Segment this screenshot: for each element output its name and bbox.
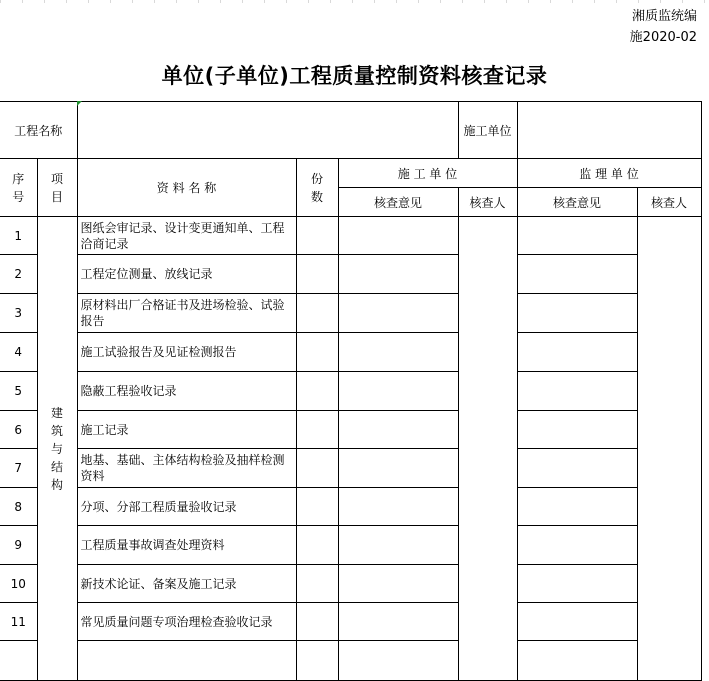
supervision-opinion-cell[interactable] [517,565,637,603]
construction-unit-header: 施 工 单 位 [338,159,517,188]
doc-name-cell: 工程定位测量、放线记录 [77,255,296,294]
copies-cell[interactable] [296,641,338,681]
construction-opinion-cell[interactable] [338,411,458,449]
construction-opinion-cell[interactable] [338,526,458,565]
table-row [0,449,701,488]
supervision-opinion-cell[interactable] [517,294,637,333]
supervision-checker-header: 核查人 [637,188,701,217]
row-number: 8 [0,488,37,526]
row-number: 9 [0,526,37,565]
doc-name-cell: 隐蔽工程验收记录 [77,372,296,411]
row-number: 1 [0,217,37,255]
row-number: 2 [0,255,37,294]
seq-header: 序 号 [0,159,37,217]
construction-opinion-cell[interactable] [338,449,458,488]
construction-opinion-cell[interactable] [338,488,458,526]
row-number: 11 [0,603,37,641]
construction-opinion-cell[interactable] [338,217,458,255]
project-name-label: 工程名称 [0,102,77,159]
doc-name-cell [77,641,296,681]
supervision-unit-header: 监 理 单 位 [517,159,701,188]
copies-cell[interactable] [296,217,338,255]
item-group-cell [37,217,77,681]
construction-checker-cell[interactable] [458,217,517,681]
form-code: 施2020-02 [629,30,697,45]
doc-name-cell: 施工记录 [77,411,296,449]
row-number [0,641,37,681]
project-name-cell[interactable] [77,102,458,159]
construction-opinion-cell[interactable] [338,603,458,641]
doc-name-cell: 新技术论证、备案及施工记录 [77,565,296,603]
copies-cell[interactable] [296,603,338,641]
supervision-opinion-cell[interactable] [517,641,637,681]
row-number: 7 [0,449,37,488]
table-row [0,565,701,603]
issuer-label: 湘质监统编 [631,9,697,24]
row-number: 6 [0,411,37,449]
item-group-label: 建 筑 与 结 构 [50,405,63,492]
doc-name-header: 资 料 名 称 [77,159,296,217]
doc-name-cell: 地基、基础、主体结构检验及抽样检测资料 [77,449,296,488]
supervision-checker-cell[interactable] [637,217,701,681]
table-row [0,526,701,565]
supervision-opinion-cell[interactable] [517,411,637,449]
row-number: 3 [0,294,37,333]
doc-name-cell: 工程质量事故调查处理资料 [77,526,296,565]
doc-name-cell: 常见质量问题专项治理检查验收记录 [77,603,296,641]
page-title: 单位(子单位)工程质量控制资料核查记录 [161,64,548,88]
project-row [0,102,701,159]
table-row [0,488,701,526]
copies-cell[interactable] [296,372,338,411]
construction-opinion-cell[interactable] [338,255,458,294]
construction-checker-header: 核查人 [458,188,517,217]
construction-check-opinion-header: 核查意见 [338,188,458,217]
table-row [0,641,701,681]
table-row [0,217,701,255]
table-row [0,333,701,372]
copies-cell[interactable] [296,488,338,526]
item-header: 项 目 [37,159,77,217]
copies-cell[interactable] [296,449,338,488]
doc-name-cell: 分项、分部工程质量验收记录 [77,488,296,526]
row-number: 10 [0,565,37,603]
construction-opinion-cell[interactable] [338,372,458,411]
supervision-opinion-cell[interactable] [517,372,637,411]
column-header-row-1 [0,159,701,188]
construction-unit-cell[interactable] [517,102,701,159]
supervision-opinion-cell[interactable] [517,333,637,372]
construction-opinion-cell[interactable] [338,294,458,333]
doc-name-cell: 图纸会审记录、设计变更通知单、工程洽商记录 [77,217,296,255]
construction-unit-label: 施工单位 [458,102,517,159]
supervision-check-opinion-header: 核查意见 [517,188,637,217]
copies-cell[interactable] [296,526,338,565]
copies-cell[interactable] [296,294,338,333]
supervision-opinion-cell[interactable] [517,526,637,565]
cell-comment-marker [77,101,82,106]
table-row [0,603,701,641]
supervision-opinion-cell[interactable] [517,488,637,526]
table-row [0,255,701,294]
doc-name-cell: 原材料出厂合格证书及进场检验、试验报告 [77,294,296,333]
supervision-opinion-cell[interactable] [517,255,637,294]
supervision-opinion-cell[interactable] [517,603,637,641]
copies-cell[interactable] [296,565,338,603]
copies-cell[interactable] [296,333,338,372]
copies-cell[interactable] [296,255,338,294]
copies-header: 份 数 [296,159,338,217]
quality-control-table [0,101,702,681]
supervision-opinion-cell[interactable] [517,217,637,255]
construction-opinion-cell[interactable] [338,333,458,372]
spreadsheet-column-strip [0,0,709,3]
doc-name-cell: 施工试验报告及见证检测报告 [77,333,296,372]
table-row [0,294,701,333]
row-number: 5 [0,372,37,411]
table-row [0,411,701,449]
construction-opinion-cell[interactable] [338,565,458,603]
construction-opinion-cell[interactable] [338,641,458,681]
copies-cell[interactable] [296,411,338,449]
table-row [0,372,701,411]
supervision-opinion-cell[interactable] [517,449,637,488]
row-number: 4 [0,333,37,372]
